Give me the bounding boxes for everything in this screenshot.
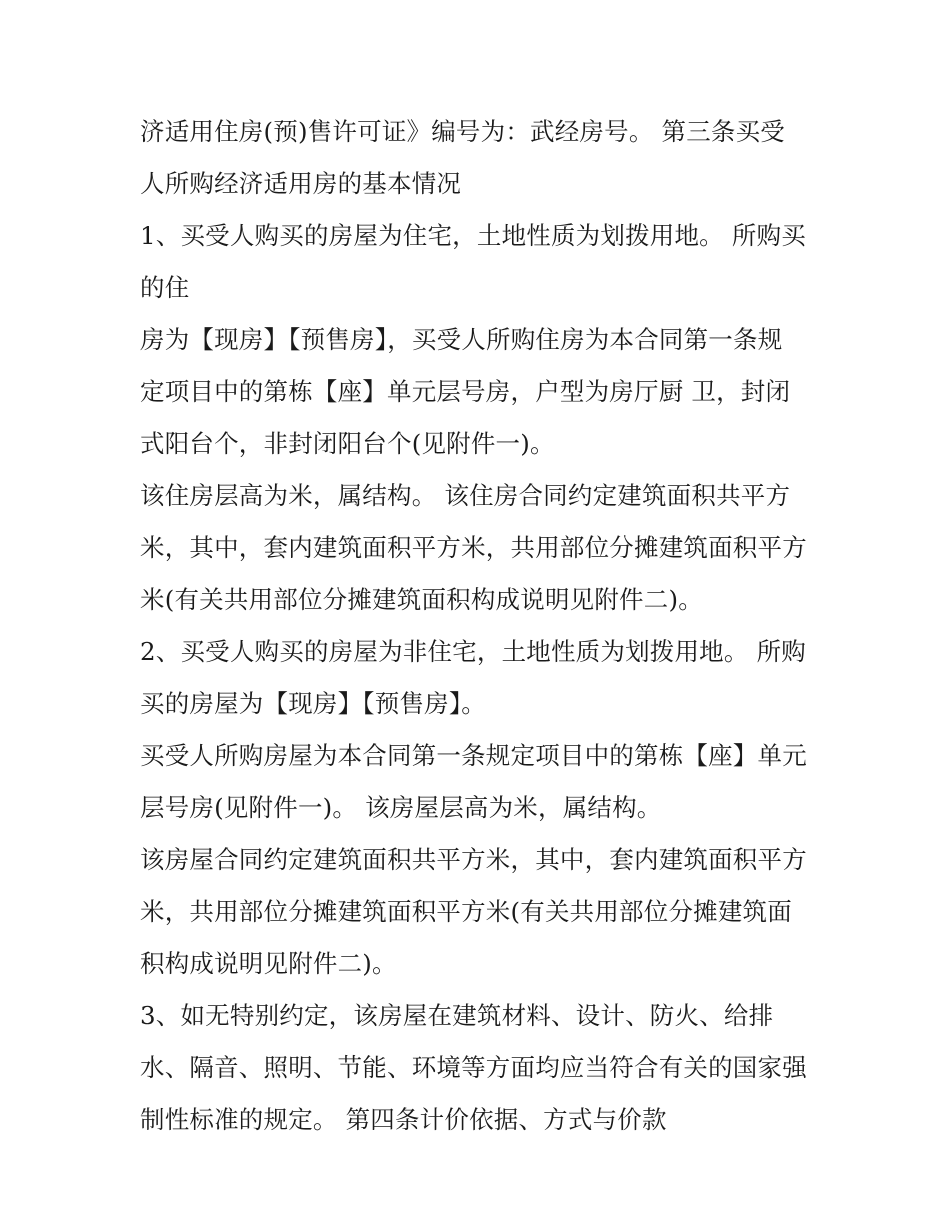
text-line: 该房屋合同约定建筑面积共平方米，其中，套内建筑面积平方 <box>140 845 807 874</box>
text-line: 积构成说明见附件二)。 <box>140 949 397 978</box>
text-line: 式阳台个，非封闭阳台个(见附件一)。 <box>140 429 555 458</box>
text-line: 米，其中，套内建筑面积平方米，共用部位分摊建筑面积平方 <box>140 533 807 562</box>
text-line: 济适用住房(预)售许可证》编号为：武经房号。 第三条买受 <box>140 117 786 146</box>
text-line: 定项目中的第栋【座】单元层号房，户型为房厅厨 卫，封闭 <box>140 377 791 406</box>
text-line: 制性标准的规定。 第四条计价依据、方式与价款 <box>140 1105 667 1134</box>
text-line: 买的房屋为【现房】【预售房】。 <box>140 689 486 718</box>
text-line: 米，共用部位分摊建筑面积平方米(有关共用部位分摊建筑面 <box>140 897 792 926</box>
document-body <box>140 106 820 1146</box>
text-line: 买受人所购房屋为本合同第一条规定项目中的第栋【座】单元 <box>140 741 807 770</box>
text-line: 该住房层高为米，属结构。 该住房合同约定建筑面积共平方 <box>140 481 791 510</box>
text-line: 房为【现房】【预售房】，买受人所购住房为本合同第一条规 <box>140 325 783 354</box>
text-line: 层号房(见附件一)。 该房屋层高为米，属结构。 <box>140 793 662 822</box>
text-line: 人所购经济适用房的基本情况 <box>140 169 462 198</box>
text-line: 米(有关共用部位分摊建筑面积构成说明见附件二)。 <box>140 585 703 614</box>
text-line: 2、买受人购买的房屋为非住宅，土地性质为划拨用地。 所购 <box>140 637 806 666</box>
text-line: 水、隔音、照明、节能、环境等方面均应当符合有关的国家强 <box>140 1053 807 1082</box>
text-line: 3、如无特别约定，该房屋在建筑材料、设计、防火、给排 <box>140 1001 774 1030</box>
text-line: 的住 <box>140 273 190 302</box>
text-line: 1、买受人购买的房屋为住宅，土地性质为划拨用地。 所购买 <box>140 221 806 250</box>
